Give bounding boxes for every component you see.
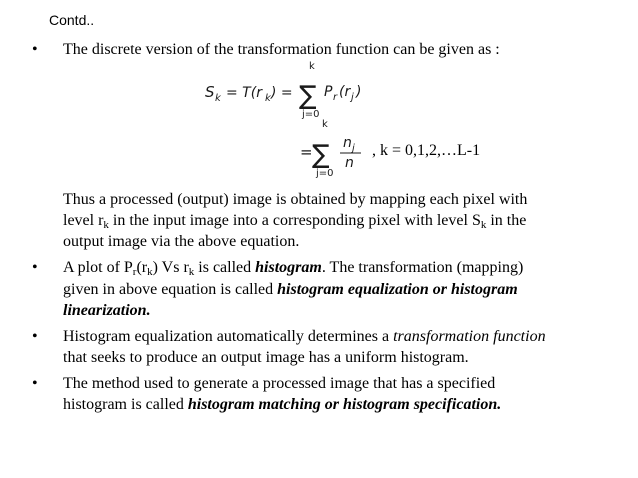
paragraph-line-2: level $r_k$ in the input image into a corresponding pixel with level $S_k$ in the [63,212,527,231]
term-histogram: histogram [255,259,322,276]
frac-num: n [343,135,352,151]
paragraph-line-3: output image via the above equation. [63,233,300,250]
transformation-equation [0,0,638,190]
eq-eq1: = T(r [226,85,262,101]
bullet1-line-3: linearization. [63,302,151,319]
bullet1-line-1: A plot of $P_r(r_k)$ Vs $r_k$ is called histogram. The transformation (mapping) [63,259,524,278]
eq-term-arg-sub: j [351,92,354,103]
term-histogram-matching: histogram matching or histogram specification. [187,396,502,413]
frac-num-sub: j [352,143,355,154]
eq-term-arg: (r [339,84,351,100]
intro-text: The discrete version of the transformation function can be given as : [63,41,500,58]
sum1-bottom: j=0 [302,109,320,120]
bullet3-line-2: histogram is called histogram matching or histogram specification. [63,396,502,413]
eq-lhs-sub: k [215,93,221,104]
bullet-marker: • [32,328,38,345]
frac-den: n [345,155,354,171]
sum2-bottom: j=0 [316,168,334,179]
eq-term: P [324,84,333,100]
header-label: Contd.. [49,12,95,28]
bullet2-line-2: that seeks to produce an output image has a uniform histogram. [63,349,469,366]
bullet-marker: • [32,259,38,276]
eq2-equals: = [300,143,313,161]
bullet2-line-1: Histogram equalization automatically determines a transformation function [63,328,546,345]
eq-term-sub: r [333,92,338,103]
sum1-sigma-icon: ∑ [299,81,317,111]
eq-eq1-sub: k [265,93,271,104]
term-transformation-function: transformation function [393,328,546,345]
bullet-marker: • [32,41,38,58]
bullet-marker: • [32,375,38,392]
paragraph-line-1: Thus a processed (output) image is obtained by mapping each pixel with [63,191,528,208]
sum1-top: k [309,61,315,72]
sum2-sigma-icon: ∑ [312,140,330,170]
eq-term-close: ) [356,84,362,100]
sum2-top: k [322,119,328,130]
term-histogram-equalization: histogram equalization or histogram [277,281,518,298]
eq-lhs: S [205,83,215,101]
k-range: , k = 0,1,2,…L-1 [372,142,481,159]
eq-eq1-close: ) = [271,85,293,101]
bullet1-line-2: given in above equation is called histogram equalization or histogram [63,281,518,298]
bullet3-line-1: The method used to generate a processed image that has a specified [63,375,496,392]
